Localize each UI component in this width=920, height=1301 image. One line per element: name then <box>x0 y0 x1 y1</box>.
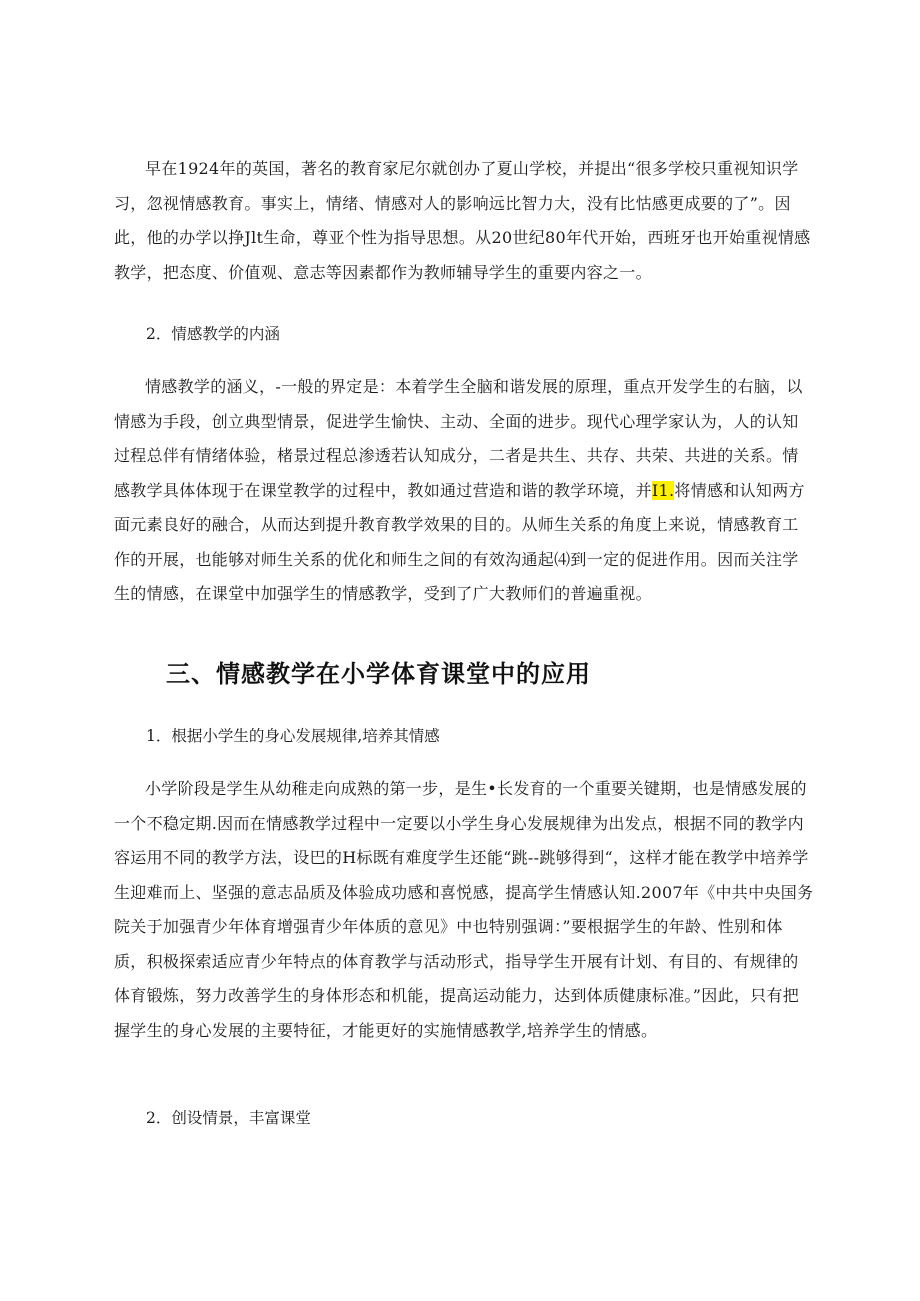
paragraph-connotation <box>114 370 814 612</box>
paragraph-connotation-part-2: 将情感和认知两方面元素良好的融合，从而达到提升教育教学效果的目的。从师生关系的角度上来说，情感教育工作的开展，也能够对师生关系的优化和师生之间的有效沟通起⑷到一定的促进作用。因而关注学生的情感，在课堂中加强学生的情感教学，受到了广大教师们的普遍重视。 <box>114 480 805 603</box>
paragraph-connotation-part-1: 情感教学的涵义，-一般的界定是：本着学生全脑和谐发展的原理，重点开发学生的右脑，以情感为手段，创立典型情景，促进学生愉快、主动、全面的进步。现代心理学家认为，人的认知过程总伴有情绪体验，楮景过程总渗透若认知成分，二者是共生、共存、共荣、共进的关系。情感教学具体体现于在课堂教学的过程中，教如通过营造和谐的教学环境，并 <box>114 377 803 500</box>
subheading-create-scenes: 2．创设情景，丰富课堂 <box>146 1109 311 1127</box>
paragraph-summerhill: 早在1924年的英国，著名的教育家尼尔就创办了夏山学校，并提出“很多学校只重视知识学习，忽视情感教育。事实上，情绪、情感对人的影响远比智力大，没有比怙感更成要的了”。因此，他的办学以挣Jlt生命，尊亚个性为指导思想。从20世纪80年代开始，西班牙也开始重视情感教学，把态度、价值观、意志等因素都作为教师辅导学生的重要内容之一。 <box>114 159 811 282</box>
highlighted-text: I1. <box>651 480 675 500</box>
paragraph-development-rules: 小学阶段是学生从幼稚走向成熟的第一步，是生•长发育的一个重要关键期，也是情感发展的一个不稳定期.因而在情感教学过程中一定要以小学生身心发展规律为出发点，根据不同的教学内容运用不同的教学方法，设巴的H标既有难度学生还能“跳--跳够得到“，这样才能在教学中培养学生迎难而上、坚强的意志品质及体验成功感和喜悦感，提高学生情感认知.2007年《中共中央国务院关于加强青少年体育增强青少年体质的意见》中也特别强调：”要根据学生的年龄、性别和体质，积极探索适应青少年特点的体育教学与活动形式，指导学生开展有计划、有目的、有规律的体育锻炼，努力改善学生的身体形态和机能，提高运动能力，达到体质健康标准。”因此，只有把握学生的身心发展的主要特征，才能更好的实施情感教学,培养学生的情感。 <box>114 779 814 1040</box>
subheading-development-rules: 1．根据小学生的身心发展规律,培养其情感 <box>146 727 440 745</box>
subheading-connotation: 2．情感教学的内涵 <box>146 325 280 343</box>
section-heading: 三、情感教学在小学体育课堂中的应用 <box>166 660 591 688</box>
